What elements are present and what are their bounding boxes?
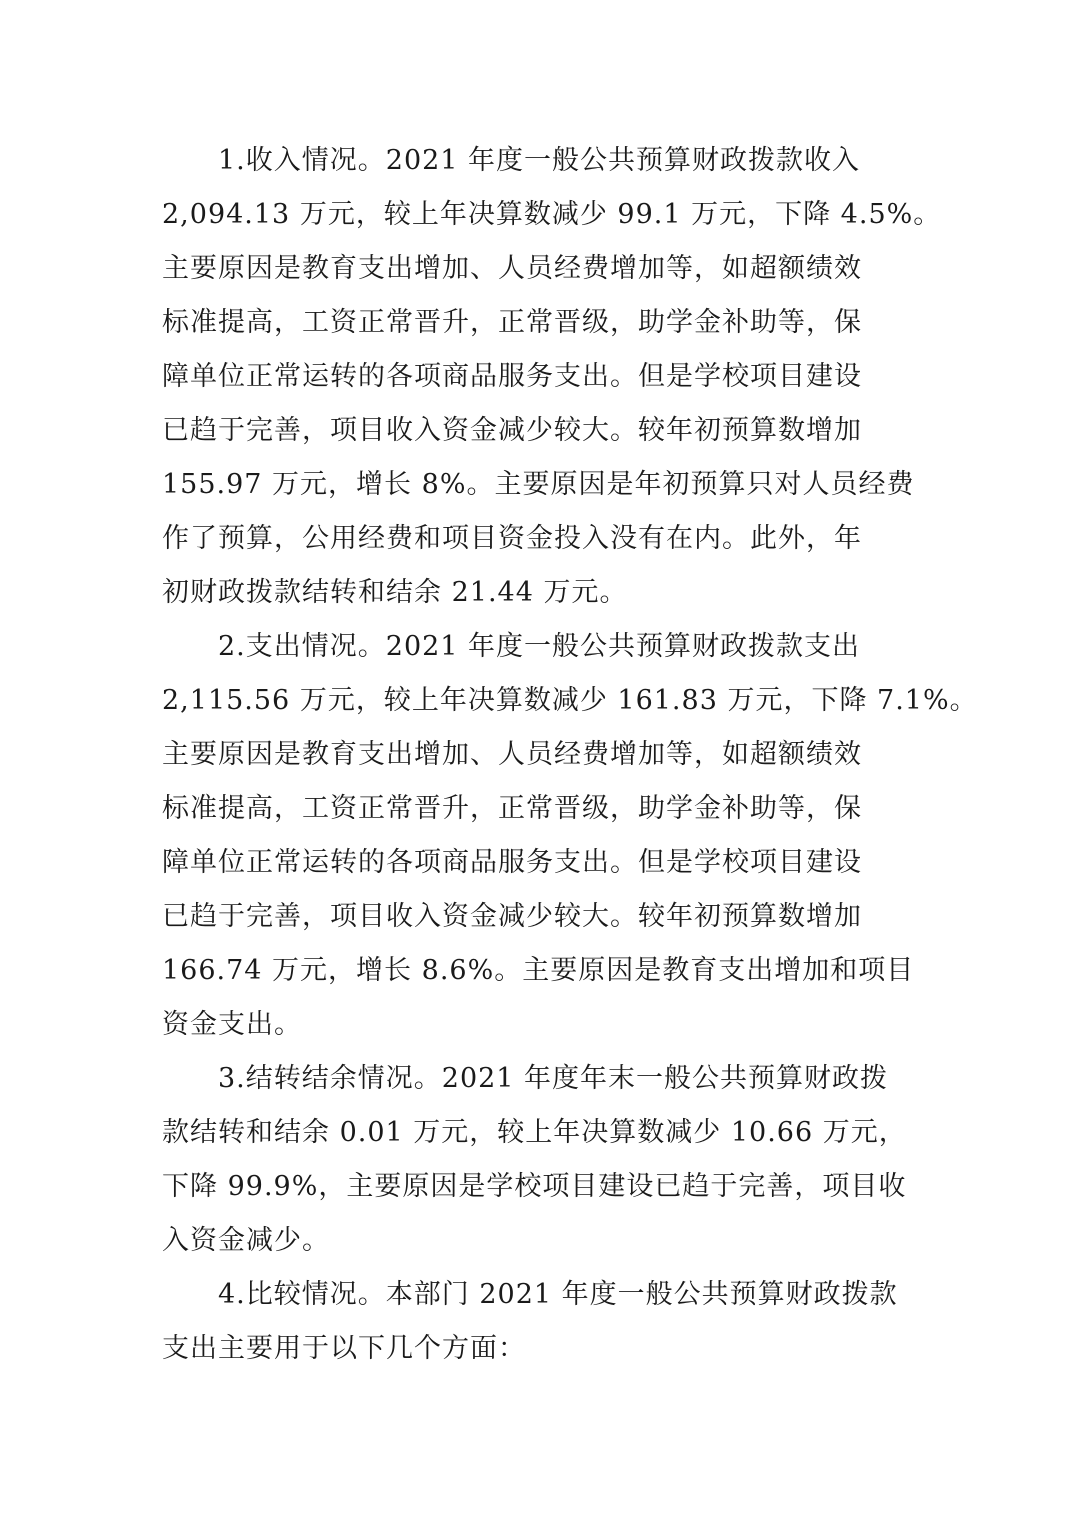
paragraph-line: 标准提高，工资正常晋升，正常晋级，助学金补助等，保: [162, 307, 862, 338]
paragraph-line: 已趋于完善，项目收入资金减少较大。较年初预算数增加: [162, 901, 862, 932]
paragraph-line: 作了预算，公用经费和项目资金投入没有在内。此外，年: [162, 523, 862, 554]
paragraph-carryover: [162, 1056, 922, 1272]
paragraph-line: 支出主要用于以下几个方面：: [162, 1333, 526, 1364]
paragraph-line: 2,115.56 万元，较上年决算数减少 161.83 万元，下降 7.1%。: [162, 685, 978, 716]
paragraph-income: [162, 138, 942, 624]
paragraph-line: 3.结转结余情况。2021 年度年末一般公共预算财政拨: [218, 1063, 889, 1094]
paragraph-line: 资金支出。: [162, 1009, 302, 1040]
document-body: [162, 138, 978, 1380]
paragraph-line: 款结转和结余 0.01 万元，较上年决算数减少 10.66 万元，: [162, 1117, 907, 1148]
paragraph-line: 155.97 万元，增长 8%。主要原因是年初预算只对人员经费: [162, 469, 915, 500]
paragraph-line: 主要原因是教育支出增加、人员经费增加等，如超额绩效: [162, 253, 862, 284]
paragraph-line: 障单位正常运转的各项商品服务支出。但是学校项目建设: [162, 847, 862, 878]
paragraph-line: 障单位正常运转的各项商品服务支出。但是学校项目建设: [162, 361, 862, 392]
paragraph-line: 2.支出情况。2021 年度一般公共预算财政拨款支出: [218, 631, 861, 662]
paragraph-line: 主要原因是教育支出增加、人员经费增加等，如超额绩效: [162, 739, 862, 770]
paragraph-line: 初财政拨款结转和结余 21.44 万元。: [162, 577, 628, 608]
paragraph-line: 1.收入情况。2021 年度一般公共预算财政拨款收入: [218, 145, 861, 176]
paragraph-comparison: [162, 1272, 922, 1380]
paragraph-line: 下降 99.9%，主要原因是学校项目建设已趋于完善，项目收: [162, 1171, 907, 1202]
paragraph-line: 4.比较情况。本部门 2021 年度一般公共预算财政拨款: [218, 1279, 898, 1310]
paragraph-line: 入资金减少。: [162, 1225, 330, 1256]
paragraph-line: 已趋于完善，项目收入资金减少较大。较年初预算数增加: [162, 415, 862, 446]
paragraph-line: 166.74 万元，增长 8.6%。主要原因是教育支出增加和项目: [162, 955, 915, 986]
paragraph-expenditure: [162, 624, 978, 1056]
paragraph-line: 标准提高，工资正常晋升，正常晋级，助学金补助等，保: [162, 793, 862, 824]
paragraph-line: 2,094.13 万元，较上年决算数减少 99.1 万元，下降 4.5%。: [162, 199, 942, 230]
